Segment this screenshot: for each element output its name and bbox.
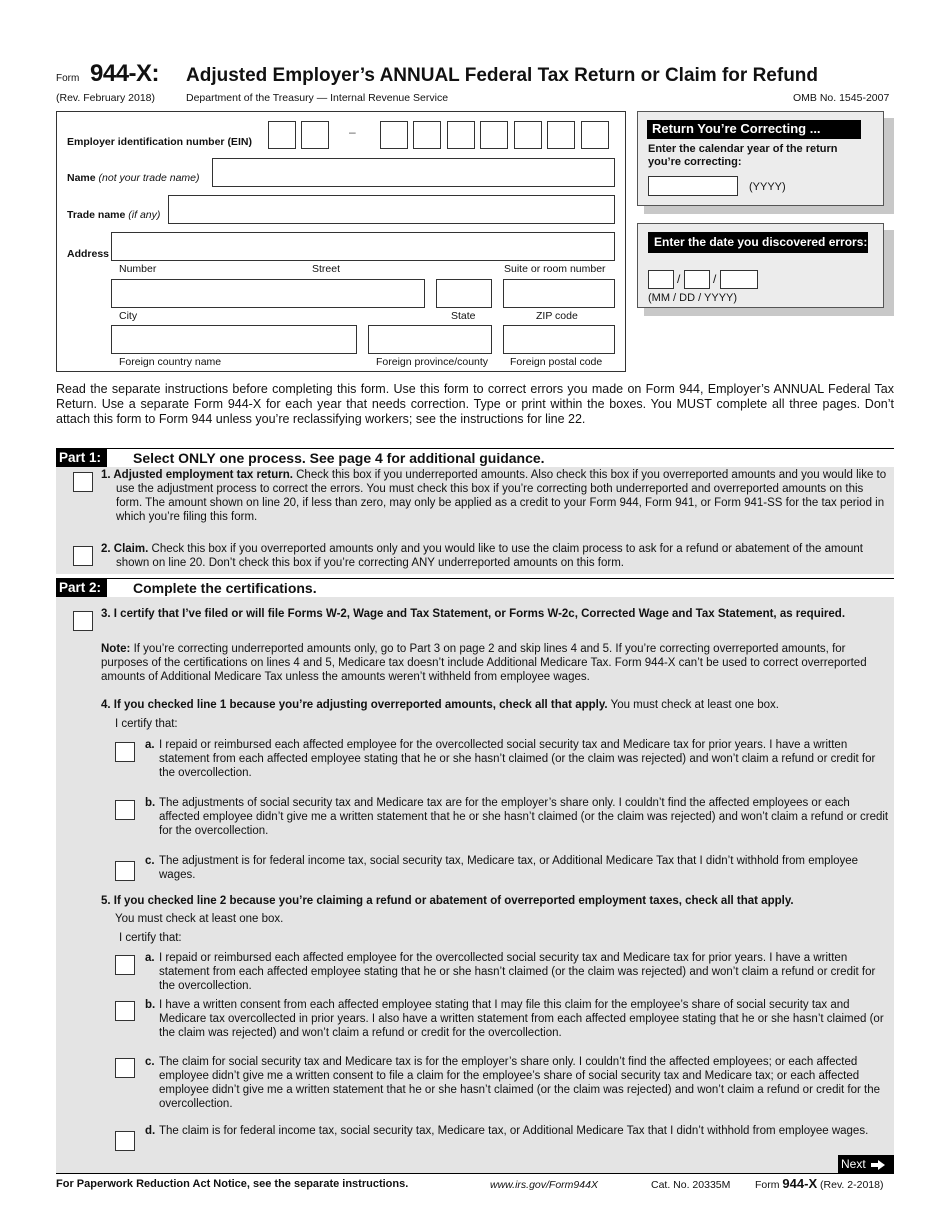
line5d-checkbox[interactable] (115, 1131, 135, 1151)
name-label: Name (not your trade name) (67, 172, 200, 184)
zip-caption: ZIP code (536, 310, 578, 322)
part2-title: Complete the certifications. (133, 580, 317, 596)
ein-digit-3[interactable] (380, 121, 408, 149)
line5d-key: d. (145, 1125, 156, 1137)
line4a-key: a. (145, 739, 155, 751)
line5c-checkbox[interactable] (115, 1058, 135, 1078)
line5a-key: a. (145, 952, 155, 964)
line4a-text: I repaid or reimbursed each affected employee for the overcollected social security tax and Medicare tax for prior years. I have a written statement from each affected employee stating that he or she hasn’t claimed (or the claim was rejected) and won’t claim a refund or credit for the overcollection. (159, 739, 876, 779)
line1-checkbox[interactable] (73, 472, 93, 492)
line4c-text: The adjustment is for federal income tax, social security tax, Medicare tax, or Additional Medicare Tax that I didn’t withhold from employee wages. (159, 855, 859, 881)
line4b-checkbox[interactable] (115, 800, 135, 820)
correcting-year-field[interactable] (648, 176, 738, 196)
date-slash-1: / (677, 272, 681, 286)
year-format: (YYYY) (749, 181, 786, 193)
revision-date: (Rev. February 2018) (56, 92, 156, 104)
foreign-province-field[interactable] (368, 325, 492, 354)
line5-heading: 5. If you checked line 2 because you’re claiming a refund or abatement of overreported employment taxes, check all that apply. (101, 895, 794, 907)
catalog-number: Cat. No. 20335M (651, 1179, 731, 1191)
line4-heading: 4. If you checked line 1 because you’re adjusting overreported amounts, check all that apply. You must check at least one box. (101, 699, 779, 711)
name-field[interactable] (212, 158, 615, 187)
line4c-key: c. (145, 855, 155, 867)
line4c-checkbox[interactable] (115, 861, 135, 881)
trade-name-label: Trade name (if any) (67, 209, 161, 221)
line5c-key: c. (145, 1056, 155, 1068)
date-slash-2: / (713, 272, 717, 286)
line2-checkbox[interactable] (73, 546, 93, 566)
discovered-year-field[interactable] (720, 270, 758, 289)
correcting-panel (637, 111, 884, 206)
form-title: Adjusted Employer’s ANNUAL Federal Tax Return or Claim for Refund (186, 65, 819, 86)
trade-name-field[interactable] (168, 195, 615, 224)
line3-checkbox[interactable] (73, 611, 93, 631)
next-label: Next (841, 1157, 866, 1171)
zip-field[interactable] (503, 279, 615, 308)
line5b-key: b. (145, 999, 156, 1011)
footer-form-id: Form 944-X (Rev. 2-2018) (755, 1176, 884, 1191)
correcting-title: Return You’re Correcting ... (647, 120, 861, 139)
line2-text: 2. Claim. Check this box if you overreported amounts only and you would like to use the claim process to ask for a refund or abatement of the amount shown on line 20. Don’t check this box if you’re correcting ANY underreported amounts on this form. (101, 543, 863, 569)
line5d-text: The claim is for federal income tax, social security tax, Medicare tax, or Additional Medicare Tax that I didn’t withhold from employee wages. (159, 1125, 869, 1137)
line5-certify: I certify that: (119, 932, 182, 944)
ein-dash: – (349, 125, 356, 139)
foreign-postal-caption: Foreign postal code (510, 356, 603, 368)
note-text: Note: If you’re correcting underreported amounts only, go to Part 3 on page 2 and skip lines 4 and 5. If you’re correcting overreported amounts, for purposes of the certifications on lines 4 and 5, Medicare tax doesn’t include Additional Medicare Tax. Form 944-X can’t be used to correct overreported amounts of Additional Medicare Tax unless the amounts weren’t withheld from employee wages. (101, 643, 867, 683)
discovered-month-field[interactable] (648, 270, 674, 289)
discovered-title: Enter the date you discovered errors: (648, 232, 868, 253)
discovered-day-field[interactable] (684, 270, 710, 289)
line5a-text: I repaid or reimbursed each affected employee for the overcollected social security tax and Medicare tax for prior years. I have a written statement from each affected employee stating that he or she hasn’t claimed (or the claim was rejected) and won’t claim a refund or credit for the overcollection. (159, 952, 876, 992)
intro-paragraph: Read the separate instructions before completing this form. Use this form to correct errors you made on Form 944, Employer’s ANNUAL Federal Tax Return. Use a separate Form 944-X for each year that needs correction. Type or print within the boxes. You MUST complete all three pages. Don’t attach this form to Form 944 unless you’re reclassifying workers; see the instructions for line 22. (56, 382, 894, 426)
state-caption: State (451, 310, 476, 322)
ein-digit-6[interactable] (480, 121, 508, 149)
ein-digit-4[interactable] (413, 121, 441, 149)
ein-digit-9[interactable] (581, 121, 609, 149)
line1-text: 1. Adjusted employment tax return. Check this box if you underreported amounts. Also check this box if you overreported amounts and you would like to use the adjustment process to correct the errors. You must check this box if you’re correcting both underreported and overreported amounts on this form. The amount shown on line 20, if less than zero, may only be applied as a credit to your Form 944, Form 941, or Form 941-SS for the tax period in which you’re filing this form. (101, 469, 887, 523)
part1-tag: Part 1: (56, 449, 107, 467)
city-caption: City (119, 310, 138, 322)
arrow-right-icon (871, 1160, 885, 1170)
form-label: Form (56, 73, 80, 84)
line5-sub: You must check at least one box. (115, 913, 284, 925)
state-field[interactable] (436, 279, 492, 308)
next-button[interactable] (838, 1155, 894, 1173)
line4a-checkbox[interactable] (115, 742, 135, 762)
line5b-text: I have a written consent from each affected employee stating that I may file this claim for the employee’s share of social security tax and Medicare tax overcollected in prior years. I also have a written statement from each affected employee stating that he or she hasn’t claimed (or the claim was rejected) and won’t claim a refund or credit for the overcollection. (159, 999, 884, 1039)
part2-header (56, 578, 894, 597)
foreign-postal-field[interactable] (503, 325, 615, 354)
address-label: Address (67, 248, 110, 260)
form-number: 944-X: (90, 60, 160, 87)
number-caption: Number (119, 263, 157, 275)
paperwork-notice: For Paperwork Reduction Act Notice, see the separate instructions. (56, 1178, 409, 1190)
city-field[interactable] (111, 279, 425, 308)
department: Department of the Treasury — Internal Revenue Service (186, 92, 449, 104)
foreign-country-caption: Foreign country name (119, 356, 222, 368)
street-address-field[interactable] (111, 232, 615, 261)
date-format: (MM / DD / YYYY) (648, 292, 738, 304)
ein-digit-5[interactable] (447, 121, 475, 149)
correcting-instructions: Enter the calendar year of the return you’re correcting: (648, 143, 838, 168)
line3-text: 3. I certify that I’ve filed or will file Forms W-2, Wage and Tax Statement, or Forms W-2c, Corrected Wage and Tax Statement, as required. (101, 608, 846, 620)
street-caption: Street (312, 263, 341, 275)
ein-label: Employer identification number (EIN) (67, 136, 252, 148)
ein-digit-7[interactable] (514, 121, 542, 149)
part1-title: Select ONLY one process. See page 4 for additional guidance. (133, 450, 545, 466)
suite-caption: Suite or room number (504, 263, 606, 275)
footer-rule (56, 1173, 894, 1174)
omb-number: OMB No. 1545-2007 (793, 92, 890, 104)
ein-digit-8[interactable] (547, 121, 575, 149)
line4b-key: b. (145, 797, 156, 809)
part1-header (56, 448, 894, 467)
line4-certify: I certify that: (115, 718, 178, 730)
line5c-text: The claim for social security tax and Medicare tax is for the employer’s share only. I couldn’t find the affected employees; or each affected employee didn’t give me a written consent to file a claim for the employee’s share of social security tax and Medicare tax; or each affected employee didn’t give me a written statement that he or she hasn’t claimed (or the claim was rejected) and won’t claim a refund or credit for the overcollection. (159, 1056, 881, 1110)
line4b-text: The adjustments of social security tax and Medicare tax are for the employer’s share only. I couldn’t find the affected employees or each affected employee didn’t give me a written statement that he or she hasn’t claimed (or the claim was rejected) and won’t claim a refund or credit for the overcollection. (159, 797, 889, 837)
part2-tag: Part 2: (56, 579, 107, 597)
ein-digit-1[interactable] (268, 121, 296, 149)
line5a-checkbox[interactable] (115, 955, 135, 975)
foreign-province-caption: Foreign province/county (376, 356, 489, 368)
irs-url: www.irs.gov/Form944X (490, 1179, 598, 1191)
line5b-checkbox[interactable] (115, 1001, 135, 1021)
discovered-panel (637, 223, 884, 308)
ein-digit-2[interactable] (301, 121, 329, 149)
foreign-country-field[interactable] (111, 325, 357, 354)
